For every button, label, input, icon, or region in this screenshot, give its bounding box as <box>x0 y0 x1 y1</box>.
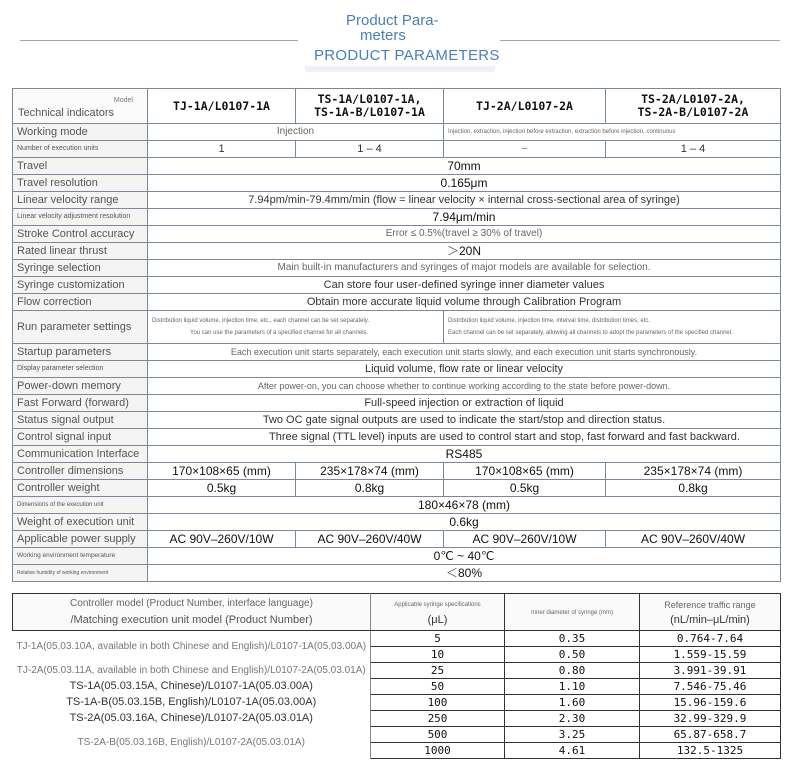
selection-header-row <box>13 594 781 631</box>
row-label: Travel <box>13 158 148 175</box>
run-param-line: Distribution liquid volume, injection time, etc., each channel can be set separately. <box>152 318 370 324</box>
row-label: Applicable power supply <box>13 531 148 548</box>
flow-header-line2: (nL/min–μL/min) <box>670 613 750 626</box>
model-header-line: TS-2A-B/L0107-2A <box>637 105 749 119</box>
selection-row <box>13 631 781 647</box>
diam-value: 2.30 <box>505 711 640 727</box>
spec-row <box>13 141 781 158</box>
row-value: ＞20N <box>148 243 781 260</box>
run-param-line: You can use the parameters of a specified channel for all channels. <box>190 330 369 336</box>
selection-row <box>13 695 781 711</box>
title-line1: Product Para- <box>346 12 439 29</box>
spec-row <box>13 311 781 344</box>
header-rule-left <box>20 40 298 41</box>
run-param-line: Distribution liquid volume, injection time, interval time, distribution times, etc. <box>448 318 651 324</box>
spec-header-line1: Applicable syringe specifications <box>394 602 481 608</box>
row-value: 235×178×74 (mm) <box>606 463 781 480</box>
model-header <box>296 89 444 124</box>
row-label: Syringe selection <box>13 260 148 277</box>
spec-value: 50 <box>371 679 505 695</box>
spec-header-row <box>13 89 781 124</box>
row-label: Status signal output <box>13 412 148 429</box>
flow-value: 65.87-658.7 <box>640 727 781 743</box>
row-value: AC 90V–260V/10W <box>148 531 296 548</box>
row-value: 0.8kg <box>296 480 444 497</box>
row-value: Can store four user-defined syringe inner diameter values <box>148 277 781 294</box>
spec-row <box>13 446 781 463</box>
model-header-line: TS-1A-B/L0107-1A <box>314 105 425 119</box>
row-label: Control signal input <box>13 429 148 446</box>
diam-value: 4.61 <box>505 743 640 759</box>
flow-value: 15.96-159.6 <box>640 695 781 711</box>
model-header-line: TS-1A/L0107-1A, <box>317 92 422 106</box>
row-value: 7.94μm/min <box>148 209 781 226</box>
row-label: Travel resolution <box>13 175 148 192</box>
model-cell <box>13 727 371 759</box>
spec-row <box>13 565 781 582</box>
row-value: 0.5kg <box>444 480 606 497</box>
flow-header-line1: Reference traffic range <box>664 599 756 610</box>
model-cell <box>13 663 371 679</box>
title-line2: meters <box>360 27 406 44</box>
selection-row <box>13 711 781 727</box>
row-value: Injection <box>148 124 444 141</box>
row-label: Display parameter selection <box>13 361 148 378</box>
row-label: Number of execution units <box>13 141 148 158</box>
row-label: Stroke Control accuracy <box>13 226 148 243</box>
row-value: 0.165μm <box>148 175 781 192</box>
row-value: 70mm <box>148 158 781 175</box>
diam-header-cell <box>505 594 640 631</box>
model-cell <box>13 695 371 711</box>
row-value: Two OC gate signal outputs are used to indicate the start/stop and direction status. <box>148 412 781 429</box>
diam-value: 1.10 <box>505 679 640 695</box>
model-text: TS-2A(05.03.16A, Chinese)/L0107-2A(05.03.01A) <box>69 712 313 724</box>
spec-row <box>13 226 781 243</box>
spec-value: 500 <box>371 727 505 743</box>
spec-value: 25 <box>371 663 505 679</box>
spec-row <box>13 260 781 277</box>
row-label: Rated linear thrust <box>13 243 148 260</box>
model-text: TS-1A-B(05.03.15B, English)/L0107-1A(05.03.00A) <box>66 696 317 708</box>
model-text: TS-2A-B(05.03.16B, English)/L0107-2A(05.03.01A) <box>77 737 305 748</box>
diam-value: 0.35 <box>505 631 640 647</box>
spec-row <box>13 480 781 497</box>
row-label: Startup parameters <box>13 344 148 361</box>
row-value: 170×108×65 (mm) <box>444 463 606 480</box>
row-value: RS485 <box>148 446 781 463</box>
spec-table <box>12 88 781 582</box>
row-value: ＜80% <box>148 565 781 582</box>
title-upper: PRODUCT PARAMETERS <box>314 47 500 64</box>
spec-header-line2: (μL) <box>427 614 448 626</box>
row-label: Linear velocity adjustment resolution <box>13 209 148 226</box>
model-header: TJ-1A/L0107-1A <box>148 89 296 124</box>
flow-value: 32.99-329.9 <box>640 711 781 727</box>
diam-value: 0.80 <box>505 663 640 679</box>
spec-row <box>13 124 781 141</box>
spec-row <box>13 192 781 209</box>
row-label: Working mode <box>13 124 148 141</box>
row-value: 1 – 4 <box>296 141 444 158</box>
row-value: Liquid volume, flow rate or linear velocity <box>148 361 781 378</box>
row-value: 170×108×65 (mm) <box>148 463 296 480</box>
spec-row <box>13 243 781 260</box>
header-highlight <box>305 66 495 72</box>
row-value: 0℃ ~ 40℃ <box>148 548 781 565</box>
row-label: Fast Forward (forward) <box>13 395 148 412</box>
model-text: TJ-2A(05.03.11A, available in both Chinese and English)/L0107-2A(05.03.01A) <box>16 665 366 676</box>
model-cell <box>13 631 371 663</box>
model-text: TS-1A(05.03.15A, Chinese)/L0107-1A(05.03.00A) <box>69 680 313 692</box>
corner-model: Model <box>113 97 133 104</box>
corner-indicators: Technical indicators <box>18 107 114 119</box>
flow-value: 132.5-1325 <box>640 743 781 759</box>
spec-row <box>13 175 781 192</box>
row-value: – <box>444 141 606 158</box>
row-value: 235×178×74 (mm) <box>296 463 444 480</box>
row-value <box>444 311 781 344</box>
row-value: 0.6kg <box>148 514 781 531</box>
row-label: Controller weight <box>13 480 148 497</box>
spec-row <box>13 209 781 226</box>
selection-row <box>13 727 781 743</box>
model-cell <box>13 711 371 727</box>
spec-row <box>13 429 781 446</box>
flow-value: 1.559-15.59 <box>640 647 781 663</box>
row-label: Flow correction <box>13 294 148 311</box>
spec-row <box>13 548 781 565</box>
model-cell <box>13 679 371 695</box>
row-value: 7.94pm/min-79.4mm/min (flow = linear velocity × internal cross-sectional area of syringe) <box>148 192 781 209</box>
row-label: Linear velocity range <box>13 192 148 209</box>
spec-row <box>13 158 781 175</box>
spec-value: 100 <box>371 695 505 711</box>
row-value: 1 <box>148 141 296 158</box>
model-header: TJ-2A/L0107-2A <box>444 89 606 124</box>
row-label: Working environment temperature <box>13 548 148 565</box>
row-value: Three signal (TTL level) inputs are used to control start and stop, fast forward and fast backward. <box>148 429 781 446</box>
diam-value: 0.50 <box>505 647 640 663</box>
row-value: Main built-in manufacturers and syringes of major models are available for selection. <box>148 260 781 277</box>
spec-value: 250 <box>371 711 505 727</box>
corner-cell <box>13 89 148 124</box>
row-label: Dimensions of the execution unit <box>13 497 148 514</box>
page-header <box>0 0 790 88</box>
row-value: Each execution unit starts separately, each execution unit starts slowly, and each execution unit starts synchronously. <box>148 344 781 361</box>
row-value: After power-on, you can choose whether to continue working according to the state before power-down. <box>148 378 781 395</box>
flow-value: 3.991-39.91 <box>640 663 781 679</box>
model-header-line: TS-2A/L0107-2A, <box>641 92 745 106</box>
row-value: Full-speed injection or extraction of liquid <box>148 395 781 412</box>
spec-row <box>13 395 781 412</box>
row-label: Communication Interface <box>13 446 148 463</box>
row-value: AC 90V–260V/40W <box>296 531 444 548</box>
row-value: 0.8kg <box>606 480 781 497</box>
row-label: Weight of execution unit <box>13 514 148 531</box>
row-value: AC 90V–260V/40W <box>606 531 781 548</box>
selection-row <box>13 679 781 695</box>
spec-row <box>13 463 781 480</box>
model-header-line1: Controller model (Product Number, interface language) <box>70 598 313 609</box>
model-header <box>606 89 781 124</box>
model-header-cell <box>13 594 371 631</box>
row-label: Relative humidity of working environment <box>13 565 148 582</box>
row-value: 180×46×78 (mm) <box>148 497 781 514</box>
row-value: Injection, extraction, injection before extraction, extraction before injection, continuous <box>444 124 781 141</box>
spec-row <box>13 294 781 311</box>
row-label: Power-down memory <box>13 378 148 395</box>
spec-row <box>13 277 781 294</box>
row-value: 1 – 4 <box>606 141 781 158</box>
model-text: TJ-1A(05.03.10A, available in both Chinese and English)/L0107-1A(05.03.00A) <box>16 641 367 653</box>
row-value: 0.5kg <box>148 480 296 497</box>
flow-header-cell <box>640 594 781 631</box>
spec-value: 1000 <box>371 743 505 759</box>
spec-value: 10 <box>371 647 505 663</box>
run-param-line: Each channel can be set separately, allowing all channels to adopt the parameters of the specified channel. <box>448 330 733 336</box>
spec-header-cell <box>371 594 505 631</box>
selection-table <box>12 593 781 759</box>
spec-row <box>13 531 781 548</box>
model-header-line2: /Matching execution unit model (Product Number) <box>70 614 313 626</box>
flow-value: 7.546-75.46 <box>640 679 781 695</box>
header-rule-right <box>500 40 780 41</box>
row-label: Syringe customization <box>13 277 148 294</box>
diam-value: 1.60 <box>505 695 640 711</box>
spec-row <box>13 378 781 395</box>
spec-row <box>13 412 781 429</box>
spec-row <box>13 344 781 361</box>
spec-row <box>13 514 781 531</box>
row-value: AC 90V–260V/10W <box>444 531 606 548</box>
row-value: Obtain more accurate liquid volume through Calibration Program <box>148 294 781 311</box>
flow-value: 0.764-7.64 <box>640 631 781 647</box>
row-value <box>148 311 444 344</box>
spec-value: 5 <box>371 631 505 647</box>
spec-row <box>13 497 781 514</box>
row-label: Run parameter settings <box>13 311 148 344</box>
row-value: Error ≤ 0.5%(travel ≥ 30% of travel) <box>148 226 781 243</box>
row-label: Controller dimensions <box>13 463 148 480</box>
diam-header: Inner diameter of syringe (mm) <box>530 609 614 616</box>
spec-row <box>13 361 781 378</box>
diam-value: 3.25 <box>505 727 640 743</box>
selection-row <box>13 663 781 679</box>
